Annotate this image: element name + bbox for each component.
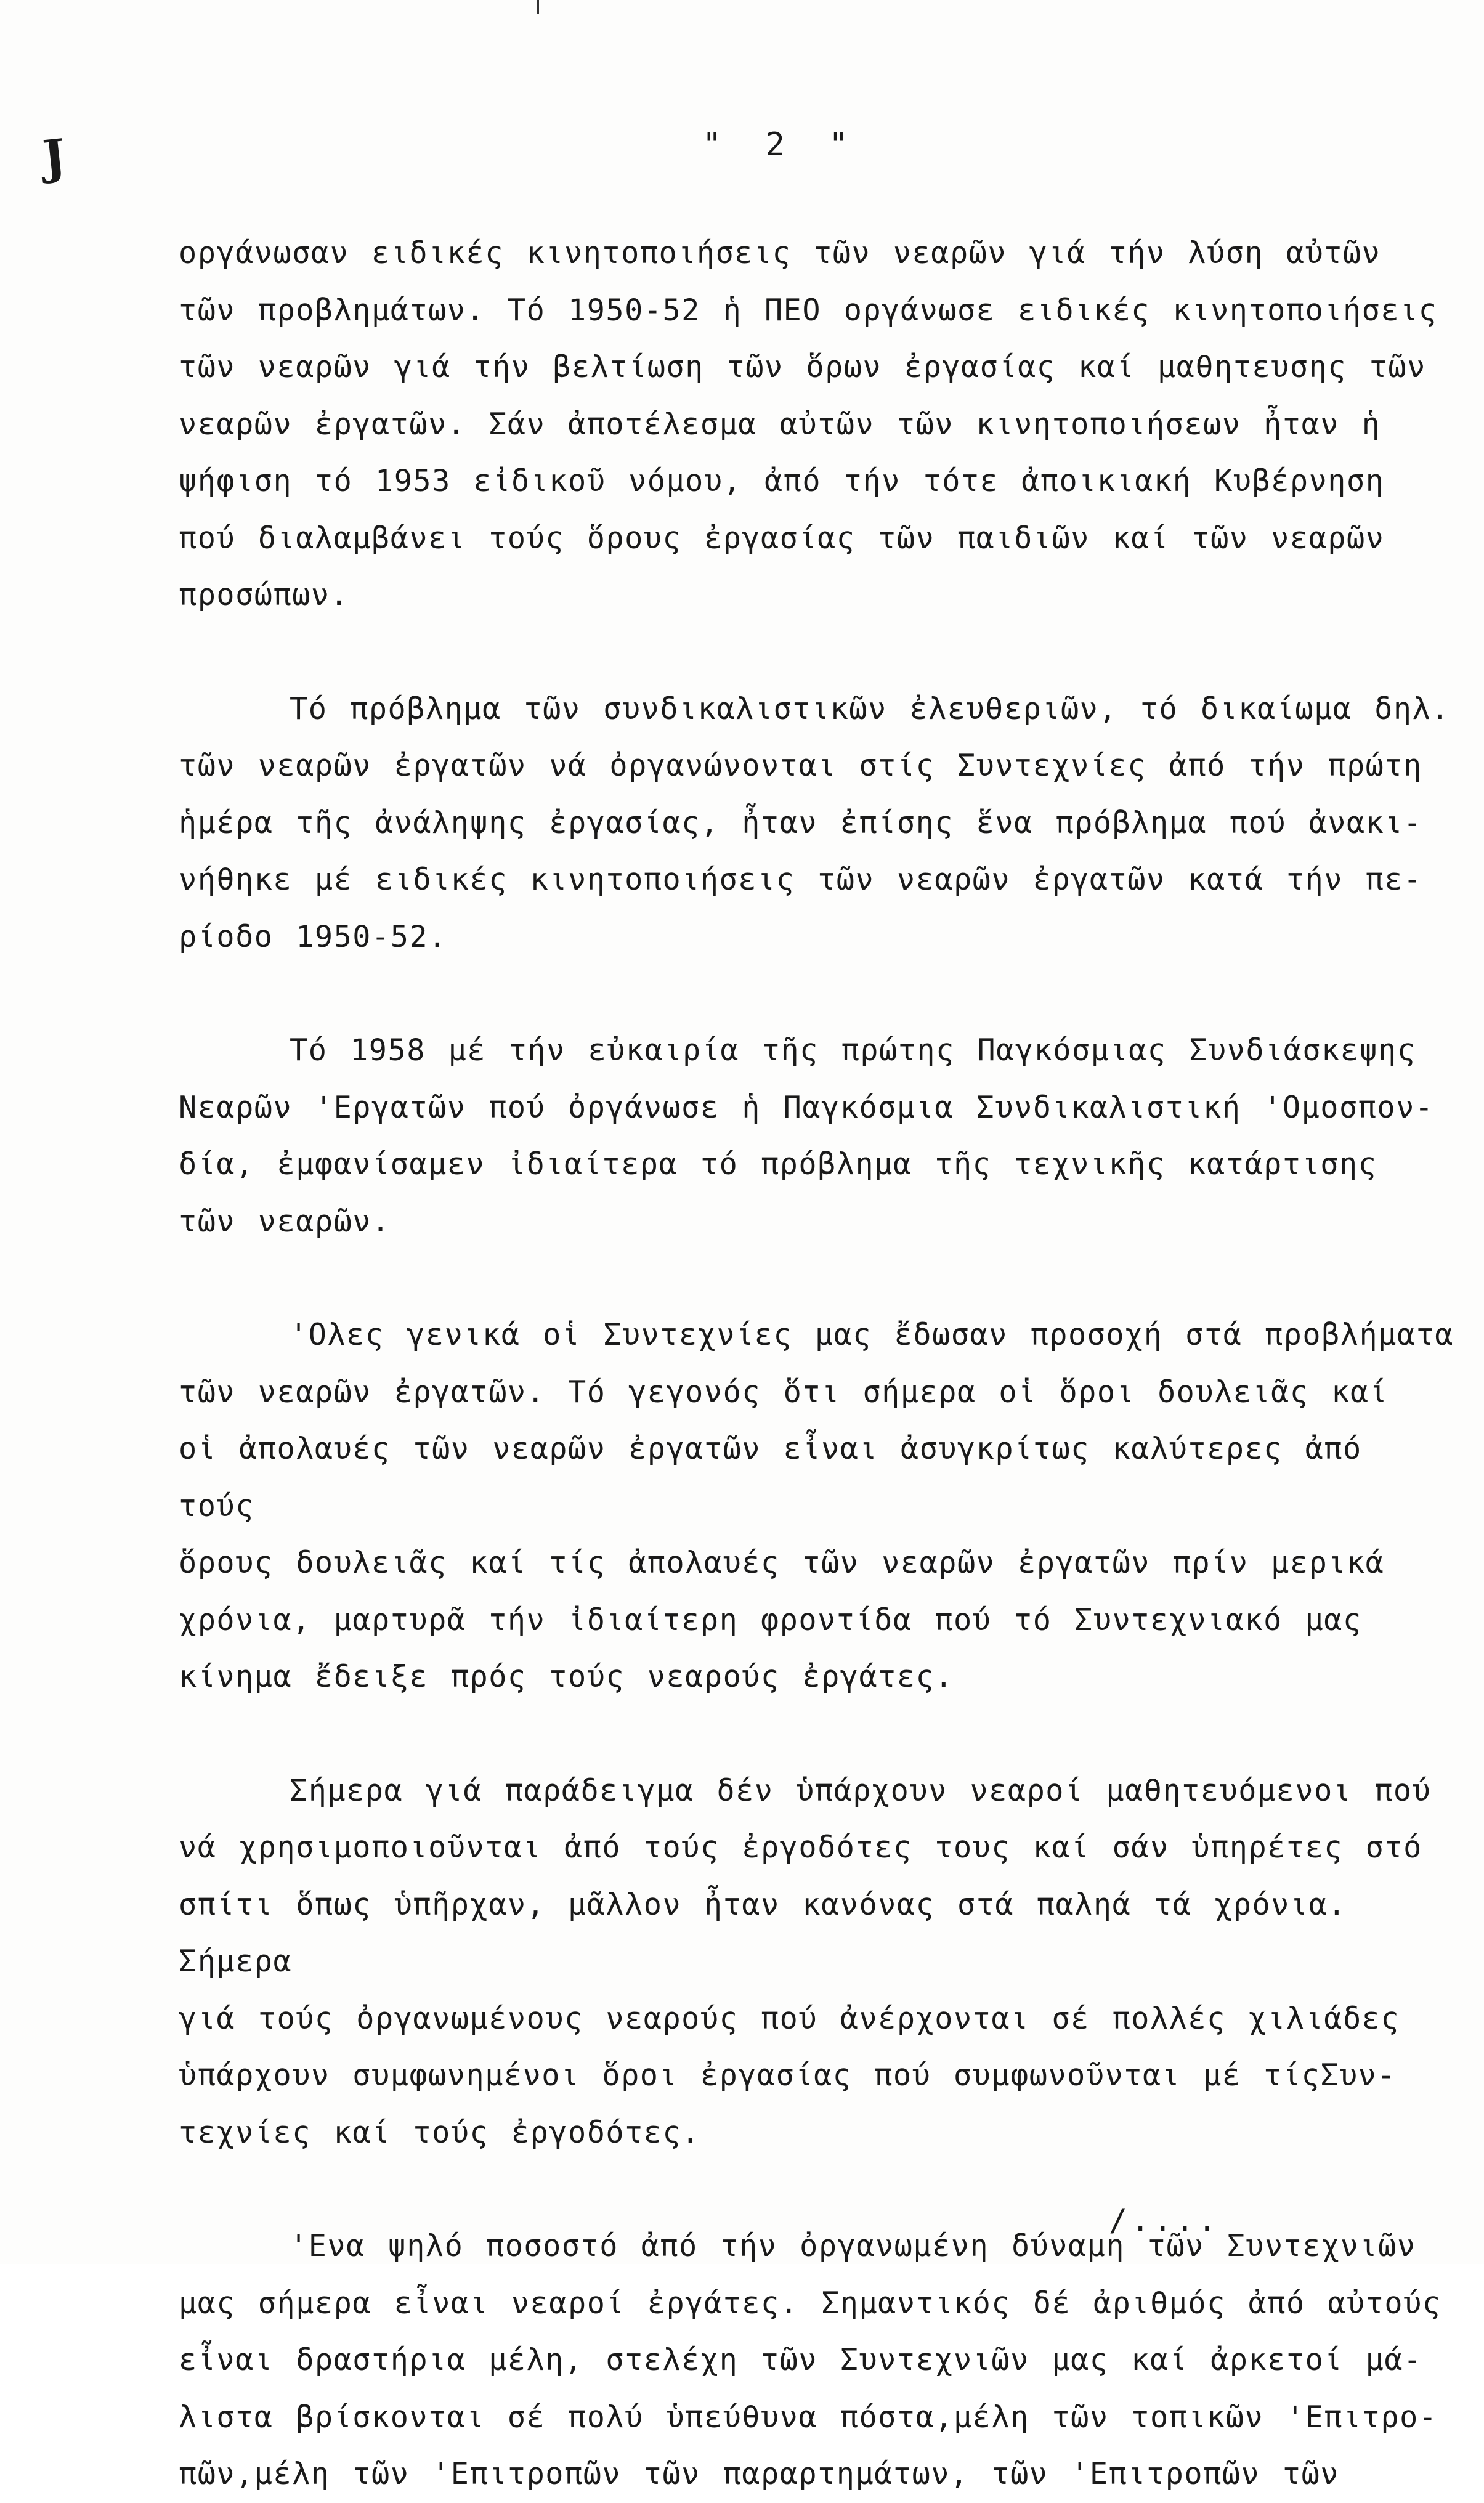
page-number: " 2 " [702,126,861,163]
paragraph-1 [179,225,1454,624]
text-line: Τό 1958 μέ τήν εὐκαιρία τῆς πρώτης Παγκόσμιας Συνδιάσκεψης [290,1033,1416,1068]
document-body [179,225,1454,2503]
paragraph-2 [179,681,1454,966]
text-line: πῶν,μέλη τῶν 'Επιτροπῶν τῶν παραρτημάτων, τῶν 'Επιτροπῶν τῶν [179,2457,1339,2491]
text-line: Τό πρόβλημα τῶν συνδικαλιστικῶν ἐλευθεριῶν, τό δικαίωμα δηλ. [290,691,1450,726]
text-line: τῶν νεαρῶν ἐργατῶν νά ὀργανώνονται στίς Συντεχνίες ἀπό τήν πρώτη [179,748,1422,783]
text-line: νήθηκε μέ ειδικές κινητοποιήσεις τῶν νεαρῶν ἐργατῶν κατά τήν πε- [179,862,1422,897]
text-line: οἱ ἀπολαυές τῶν νεαρῶν ἐργατῶν εἶναι ἀσυγκρίτως καλύτερες ἀπό τούς [179,1432,1362,1523]
handwritten-margin-mark: J [40,128,68,185]
continuation-mark: /.... [1109,2202,1220,2238]
text-line: ὅρους δουλειᾶς καί τίς ἀπολαυές τῶν νεαρῶν ἐργατῶν πρίν μερικά [179,1546,1385,1580]
text-line: τῶν νεαρῶν γιά τήν βελτίωση τῶν ὅρων ἐργασίας καί μαθητευσης τῶν [179,350,1426,384]
text-line: νεαρῶν ἐργατῶν. Σάν ἀποτέλεσμα αὐτῶν τῶν κινητοποιήσεων ἦταν ἡ [179,407,1381,442]
text-line: πού διαλαμβάνει τούς ὅρους ἐργασίας τῶν παιδιῶν καί τῶν νεαρῶν [179,521,1385,556]
text-line: 'Ενα ψηλό ποσοστό ἀπό τήν ὀργανωμένη δύναμη τῶν Συντεχνιῶν [290,2229,1416,2263]
text-line: σπίτι ὅπως ὑπῆρχαν, μᾶλλον ἦταν κανόνας στά παληά τά χρόνια. Σήμερα [179,1887,1347,1979]
text-line: λιστα βρίσκονται σέ πολύ ὑπεύθυνα πόστα,μέλη τῶν τοπικῶν 'Επιτρο- [179,2400,1438,2435]
text-line: Σήμερα γιά παράδειγμα δέν ὑπάρχουν νεαροί μαθητευόμενοι πού [290,1773,1432,1808]
text-line: τῶν νεαρῶν ἐργατῶν. Τό γεγονός ὅτι σήμερα οἱ ὅροι δουλειᾶς καί [179,1374,1389,1410]
text-line: μας σήμερα εἶναι νεαροί ἐργάτες. Σημαντικός δέ ἀριθμός ἀπό αὐτούς [179,2286,1441,2321]
text-line: δία, ἐμφανίσαμεν ἰδιαίτερα τό πρόβλημα τῆς τεχνικῆς κατάρτισης [179,1147,1377,1182]
scan-mark [537,0,539,14]
paragraph-4 [179,1307,1454,1706]
paragraph-3 [179,1022,1454,1250]
text-line: ἡμέρα τῆς ἀνάληψης ἐργασίας, ἦταν ἐπίσης ἕνα πρόβλημα πού ἀνακι- [179,805,1422,840]
text-line: τῶν νεαρῶν. [179,1204,391,1239]
paragraph-6 [179,2218,1454,2503]
text-line: τεχνίες καί τούς ἐργοδότες. [179,2115,700,2150]
text-line: ὑπάρχουν συμφωνημένοι ὅροι ἐργασίας πού συμφωνοῦνται μέ τίςΣυν- [179,2058,1397,2093]
paragraph-5 [179,1763,1454,2162]
text-line: ψήφιση τό 1953 εἰδικοῦ νόμου, ἀπό τήν τότε ἀποικιακή Κυβέρνηση [179,464,1385,498]
text-line: κίνημα ἔδειξε πρός τούς νεαρούς ἐργάτες. [179,1660,954,1694]
text-line: 'Ολες γενικά οἱ Συντεχνίες μας ἔδωσαν προσοχή στά προβλήματα [290,1318,1454,1352]
text-line: γιά τούς ὀργανωμένους νεαρούς πού ἀνέρχονται σέ πολλές χιλιάδες [179,2001,1400,2036]
text-line: προσώπων. [179,578,349,612]
text-line: οργάνωσαν ειδικές κινητοποιήσεις τῶν νεαρῶν γιά τήν λύση αὐτῶν [179,236,1381,270]
text-line: Νεαρῶν 'Εργατῶν πού ὀργάνωσε ἡ Παγκόσμια Συνδικαλιστική 'Ομοσπον- [179,1090,1434,1125]
text-line: νά χρησιμοποιοῦνται ἀπό τούς ἐργοδότες τους καί σάν ὑπηρέτες στό [179,1830,1422,1865]
text-line: ρίοδο 1950-52. [179,919,447,954]
text-line: τῶν προβλημάτων. Τό 1950-52 ἡ ΠΕΟ οργάνωσε ειδικές κινητοποιήσεις [179,293,1438,328]
text-line: εἶναι δραστήρια μέλη, στελέχη τῶν Συντεχνιῶν μας καί ἀρκετοί μά- [179,2343,1422,2377]
text-line: χρόνια, μαρτυρᾶ τήν ἰδιαίτερη φροντίδα πού τό Συντεχνιακό μας [179,1602,1362,1637]
